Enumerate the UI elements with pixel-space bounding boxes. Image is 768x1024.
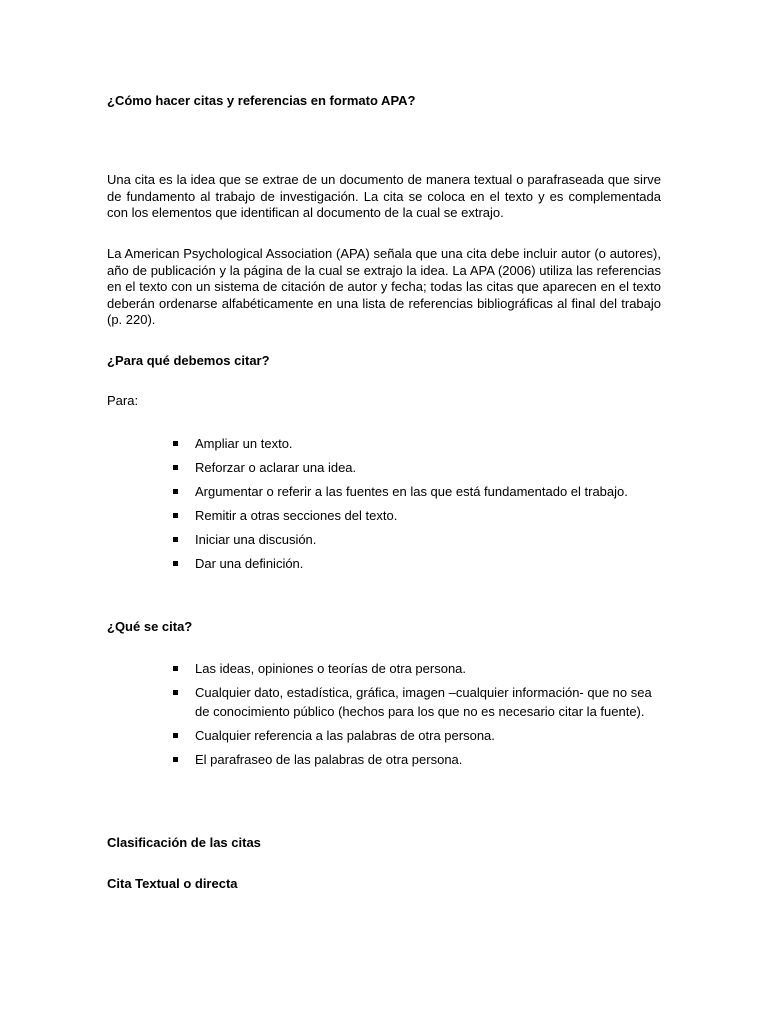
textual-citation-heading: Cita Textual o directa bbox=[107, 876, 238, 891]
bullet-icon bbox=[173, 733, 178, 738]
list-item bbox=[107, 458, 661, 477]
bullet-icon bbox=[173, 489, 178, 494]
list-item-text: Remitir a otras secciones del texto. bbox=[195, 508, 398, 523]
list-item bbox=[107, 750, 661, 769]
classification-heading: Clasificación de las citas bbox=[107, 835, 261, 850]
bullet-icon bbox=[173, 465, 178, 470]
bullet-icon bbox=[173, 441, 178, 446]
apa-paragraph: La American Psychological Association (APA) señala que una cita debe incluir autor (o autores), año de publicación y la página de la cual se extrajo la idea. La APA (2006) utiliza las referencias en el texto con un sistema de citación de autor y fecha; todas las citas que aparecen en el texto deberán ordenarse alfabéticamente en una lista de referencias bibliográficas al final del trabajo (p. 220). bbox=[107, 246, 661, 327]
list-item-text: El parafraseo de las palabras de otra persona. bbox=[195, 752, 463, 767]
para-label: Para: bbox=[107, 393, 139, 408]
list-item bbox=[107, 659, 661, 678]
list-item-text: Las ideas, opiniones o teorías de otra persona. bbox=[195, 661, 467, 676]
intro-paragraph: Una cita es la idea que se extrae de un documento de manera textual o parafraseada que sirve de fundamento al trabajo de investigación. La cita se coloca en el texto y es complementada con los elementos que identifican al documento de la cual se extrajo. bbox=[107, 172, 661, 220]
list-item bbox=[107, 530, 661, 549]
list-item bbox=[107, 726, 661, 745]
what-cite-heading: ¿Qué se cita? bbox=[107, 619, 193, 634]
list-item bbox=[107, 482, 661, 501]
list-item-text: Ampliar un texto. bbox=[195, 436, 293, 451]
list-item bbox=[107, 683, 661, 721]
list-item-text: Iniciar una discusión. bbox=[195, 532, 317, 547]
bullet-icon bbox=[173, 757, 178, 762]
bullet-icon bbox=[173, 690, 178, 695]
list-item bbox=[107, 506, 661, 525]
bullet-icon bbox=[173, 561, 178, 566]
what-cite-list bbox=[107, 659, 661, 774]
list-item-text: Cualquier dato, estadística, gráfica, imagen –cualquier información- que no sea de conocimiento público (hechos para los que no es necesario citar la fuente). bbox=[195, 685, 652, 719]
list-item-text: Cualquier referencia a las palabras de otra persona. bbox=[195, 728, 495, 743]
bullet-icon bbox=[173, 513, 178, 518]
why-cite-list bbox=[107, 434, 661, 578]
why-cite-heading: ¿Para qué debemos citar? bbox=[107, 353, 270, 368]
list-item-text: Reforzar o aclarar una idea. bbox=[195, 460, 357, 475]
list-item-text: Dar una definición. bbox=[195, 556, 304, 571]
document-title: ¿Cómo hacer citas y referencias en formato APA? bbox=[107, 93, 416, 108]
bullet-icon bbox=[173, 537, 178, 542]
list-item bbox=[107, 554, 661, 573]
list-item-text: Argumentar o referir a las fuentes en las que está fundamentado el trabajo. bbox=[195, 484, 628, 499]
bullet-icon bbox=[173, 666, 178, 671]
list-item bbox=[107, 434, 661, 453]
